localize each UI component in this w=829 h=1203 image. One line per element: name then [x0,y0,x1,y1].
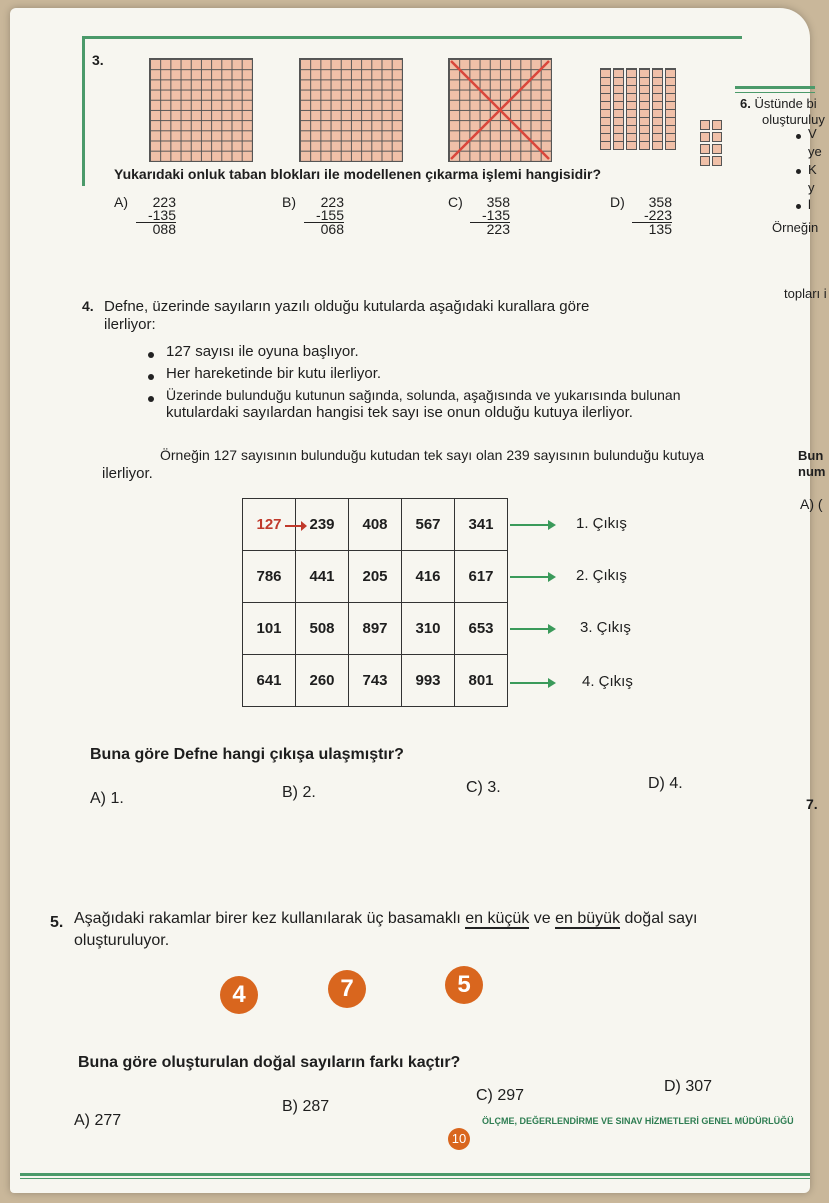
worksheet-page [10,8,827,1193]
grid-row [243,655,508,707]
q3-option-c[interactable] [448,194,510,237]
q6-fragment: ye [808,144,822,159]
q4-option-b[interactable]: B) 2. [282,784,316,801]
unit-cube [712,132,722,142]
bullet [796,169,801,174]
grid-cell: 101 [243,603,296,655]
start-arrow-icon [284,520,308,532]
grid-row [243,551,508,603]
ten-rod [613,68,624,150]
q4-intro-line1: Defne, üzerinde sayıların yazılı olduğu kutularda aşağıdaki kurallara göre [104,298,590,315]
page-number: 10 [448,1128,470,1150]
grid-row [243,499,508,551]
grid-cell: 416 [402,551,455,603]
q4-example-line1: Örneğin 127 sayısının bulunduğu kutudan tek sayı olan 239 sayısının bulunduğu kutuya [160,447,705,463]
bullet [148,352,154,358]
q6-header: 6. Üstünde bi [740,96,817,111]
start-number: 127 [256,516,282,533]
q3-option-a[interactable] [114,194,176,237]
hundred-block [299,58,403,162]
grid-cell: 205 [349,551,402,603]
option-letter: B) [282,194,296,210]
unit-cube [700,144,710,154]
underlined-text: en küçük [465,910,530,927]
q4-rule: 127 sayısı ile oyuna başlıyor. [166,343,359,360]
grid-cell: 310 [402,603,455,655]
exit-arrow-icon [510,524,550,526]
grid-cell: 617 [455,551,508,603]
exit-label: 2. Çıkış [576,567,627,584]
publisher-footer: ÖLÇME, DEĞERLENDİRME VE SINAV HİZMETLERİ GENEL MÜDÜRLÜĞÜ [482,1116,794,1126]
grid-cell: 341 [455,499,508,551]
q6-fragment: K [808,162,817,177]
digit-circle: 7 [328,970,366,1008]
grid-cell: 641 [243,655,296,707]
q6-example: Örneğin [772,220,819,235]
q4-rule-cont: kutulardaki sayılardan hangisi tek sayı ise onun olduğu kutuya ilerliyor. [166,404,633,421]
q4-option-d[interactable]: D) 4. [648,775,683,792]
q6-line2: oluşturuluy [762,112,825,127]
subtraction: 223 -155 068 [304,196,344,236]
underlined-text: en büyük [555,910,621,927]
bullet [148,396,154,402]
exit-arrow-icon [510,576,550,578]
grid-cell: 508 [296,603,349,655]
hundred-block-crossed [448,58,552,162]
frame-line [735,92,815,93]
grid-cell: 441 [296,551,349,603]
grid-cell: 260 [296,655,349,707]
exit-label: 3. Çıkış [580,619,631,636]
bullet [796,204,801,209]
frame-line [82,36,85,186]
exit-label: 4. Çıkış [582,673,633,690]
ten-rod-crossed [652,68,663,150]
option-letter: D) [610,194,625,210]
ten-rod-crossed [639,68,650,150]
q5-option-d[interactable]: D) 307 [664,1078,713,1095]
q6-fragment: num [798,464,826,479]
grid-cell: 653 [455,603,508,655]
unit-cube [712,144,722,154]
option-letter: A) [114,194,128,210]
unit-cube [712,156,722,166]
grid-cell: 567 [402,499,455,551]
unit-cube [712,120,722,130]
q6-fragment: Bun [798,448,824,463]
grid-cell: 801 [455,655,508,707]
subtraction: 223 -135 088 [136,196,176,236]
q5-option-a[interactable]: A) 277 [74,1112,122,1129]
q5-intro-line2: oluşturuluyor. [74,932,170,949]
q5-option-b[interactable]: B) 287 [282,1098,330,1115]
unit-cube [700,132,710,142]
grid-cell: 239 [296,499,349,551]
q6-fragment: topları i [784,286,827,301]
subtraction: 358 -135 223 [470,196,510,236]
digit-circle: 5 [445,966,483,1004]
q6-fragment: y [808,180,815,195]
subtraction: 358 -223 135 [632,196,672,236]
bullet [796,134,801,139]
unit-cube [700,156,710,166]
ten-rod-crossed [665,68,676,150]
exit-arrow-icon [510,682,550,684]
q5-question: Buna göre oluşturulan doğal sayıların farkı kaçtır? [78,1054,461,1071]
grid-cell: 993 [402,655,455,707]
q5-option-c[interactable]: C) 297 [476,1087,525,1104]
digit-circle: 4 [220,976,258,1014]
q4-question: Buna göre Defne hangi çıkışa ulaşmıştır? [90,746,404,763]
frame-line [735,86,815,89]
q4-rule: Her hareketinde bir kutu ilerliyor. [166,365,382,382]
q4-option-c[interactable]: C) 3. [466,779,501,796]
cross-out-mark [449,59,551,161]
q3-option-b[interactable] [282,194,344,237]
q4-number: 4. [82,298,94,314]
q4-option-a[interactable]: A) 1. [90,790,124,807]
q6-fragment: V [808,126,817,141]
q3-number: 3. [92,52,104,68]
q5-intro-line1: Aşağıdaki rakamlar birer kez kullanılarak üç basamaklı en küçük ve en büyük doğal sayı [74,910,698,927]
q3-option-d[interactable] [610,194,672,237]
exit-label: 1. Çıkış [576,515,627,532]
frame-line [20,1178,810,1179]
grid-cell: 743 [349,655,402,707]
number-grid [242,498,508,707]
q7-number: 7. [806,796,818,812]
frame-line [82,36,742,39]
grid-row [243,603,508,655]
q4-rule: Üzerinde bulunduğu kutunun sağında, solunda, aşağısında ve yukarısında bulunan [166,387,681,403]
ten-rod [626,68,637,150]
q5-number: 5. [50,914,64,931]
q4-intro-line2: ilerliyor: [104,316,156,333]
unit-cube [700,120,710,130]
bullet [148,374,154,380]
grid-cell: 897 [349,603,402,655]
ten-rod [600,68,611,150]
grid-cell: 408 [349,499,402,551]
exit-arrow-icon [510,628,550,630]
option-letter: C) [448,194,463,210]
hundred-block [149,58,253,162]
q3-question: Yukarıdaki onluk taban blokları ile modellenen çıkarma işlemi hangisidir? [114,166,602,182]
q6-option-fragment[interactable]: A) ( [800,496,823,512]
q4-example-line2: ilerliyor. [102,465,153,482]
q6-fragment: l [808,197,811,212]
grid-cell: 786 [243,551,296,603]
frame-line [20,1173,810,1176]
